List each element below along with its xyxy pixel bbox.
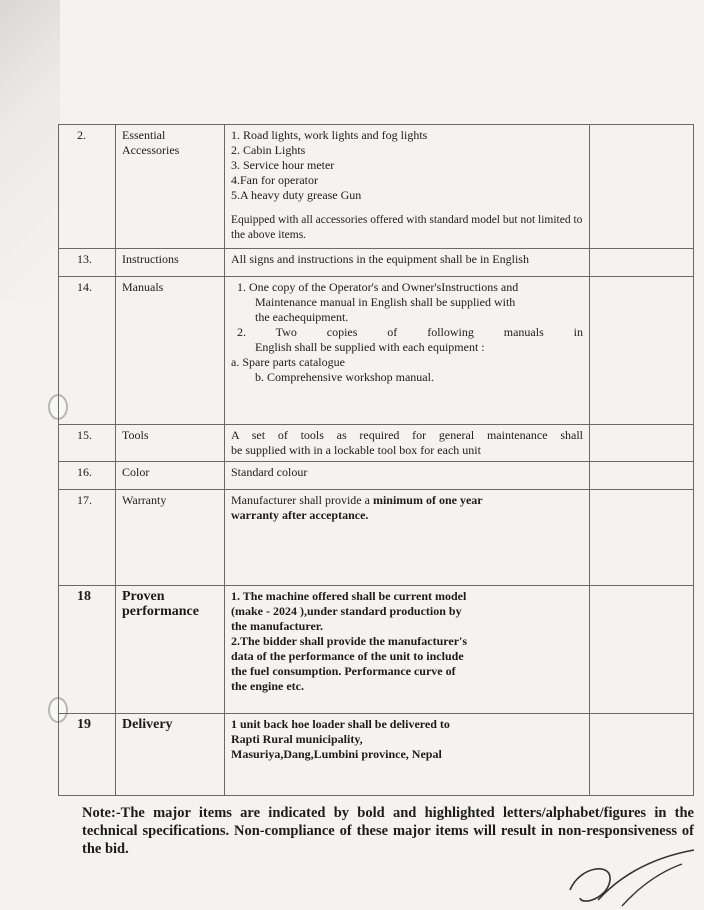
row-remarks: [590, 277, 694, 425]
table-row: [59, 125, 694, 249]
table-row: [59, 249, 694, 277]
signature-mark: [560, 846, 700, 910]
table-row: [59, 425, 694, 462]
row-description: All signs and instructions in the equipment shall be in English: [225, 249, 590, 277]
row-number: 17.: [59, 490, 116, 586]
row-description: 1 unit back hoe loader shall be delivered to Rapti Rural municipality, Masuriya,Dang,Lumbini province, Nepal: [225, 714, 590, 796]
row-number: 15.: [59, 425, 116, 462]
row-number: 14.: [59, 277, 116, 425]
row-number: 2.: [59, 125, 116, 249]
table-row: [59, 462, 694, 490]
row-item-name: Manuals: [116, 277, 225, 425]
row-remarks: [590, 425, 694, 462]
row-remarks: [590, 586, 694, 714]
row-description: 1. One copy of the Operator's and Owner'sInstructions and Maintenance manual in English shall be supplied with the eachequipment. 2. Two copies of following manuals in English shall be supplied with each equipment : a. Spare parts catalogue b. Comprehensive workshop manual.: [225, 277, 590, 425]
row-item-name: Color: [116, 462, 225, 490]
row-item-name: Delivery: [116, 714, 225, 796]
specification-table: [58, 124, 694, 796]
row-remarks: [590, 714, 694, 796]
table-row: [59, 586, 694, 714]
row-description: Standard colour: [225, 462, 590, 490]
row-remarks: [590, 490, 694, 586]
table-row: [59, 277, 694, 425]
table-row: [59, 490, 694, 586]
compliance-note: Note:-The major items are indicated by bold and highlighted letters/alphabet/figures in the technical specifications. Non-compliance of these major items will result in non-responsiveness of the bid.: [82, 805, 694, 857]
row-description: 1. The machine offered shall be current model (make - 2024 ),under standard production by the manufacturer. 2.The bidder shall provide the manufacturer's data of the performance of the unit to include the fuel consumption. Performance curve of the engine etc.: [225, 586, 590, 714]
row-remarks: [590, 462, 694, 490]
row-description: 1. Road lights, work lights and fog lights 2. Cabin Lights 3. Service hour meter 4.Fan for operator 5.A heavy duty grease Gun Equipped with all accessories offered with standard model but not limited to the above items.: [225, 125, 590, 249]
row-remarks: [590, 249, 694, 277]
row-number: 19: [59, 714, 116, 796]
row-item-name: Essential Accessories: [116, 125, 225, 249]
row-item-name: Instructions: [116, 249, 225, 277]
row-item-name: Warranty: [116, 490, 225, 586]
table-row: [59, 714, 694, 796]
row-description: Manufacturer shall provide a minimum of one year warranty after acceptance.: [225, 490, 590, 586]
page-edge-shadow: [0, 0, 60, 300]
row-number: 13.: [59, 249, 116, 277]
row-description: A set of tools as required for general maintenance shall be supplied with in a lockable tool box for each unit: [225, 425, 590, 462]
row-item-name: Proven performance: [116, 586, 225, 714]
row-number: 16.: [59, 462, 116, 490]
row-number: 18: [59, 586, 116, 714]
row-item-name: Tools: [116, 425, 225, 462]
row-remarks: [590, 125, 694, 249]
